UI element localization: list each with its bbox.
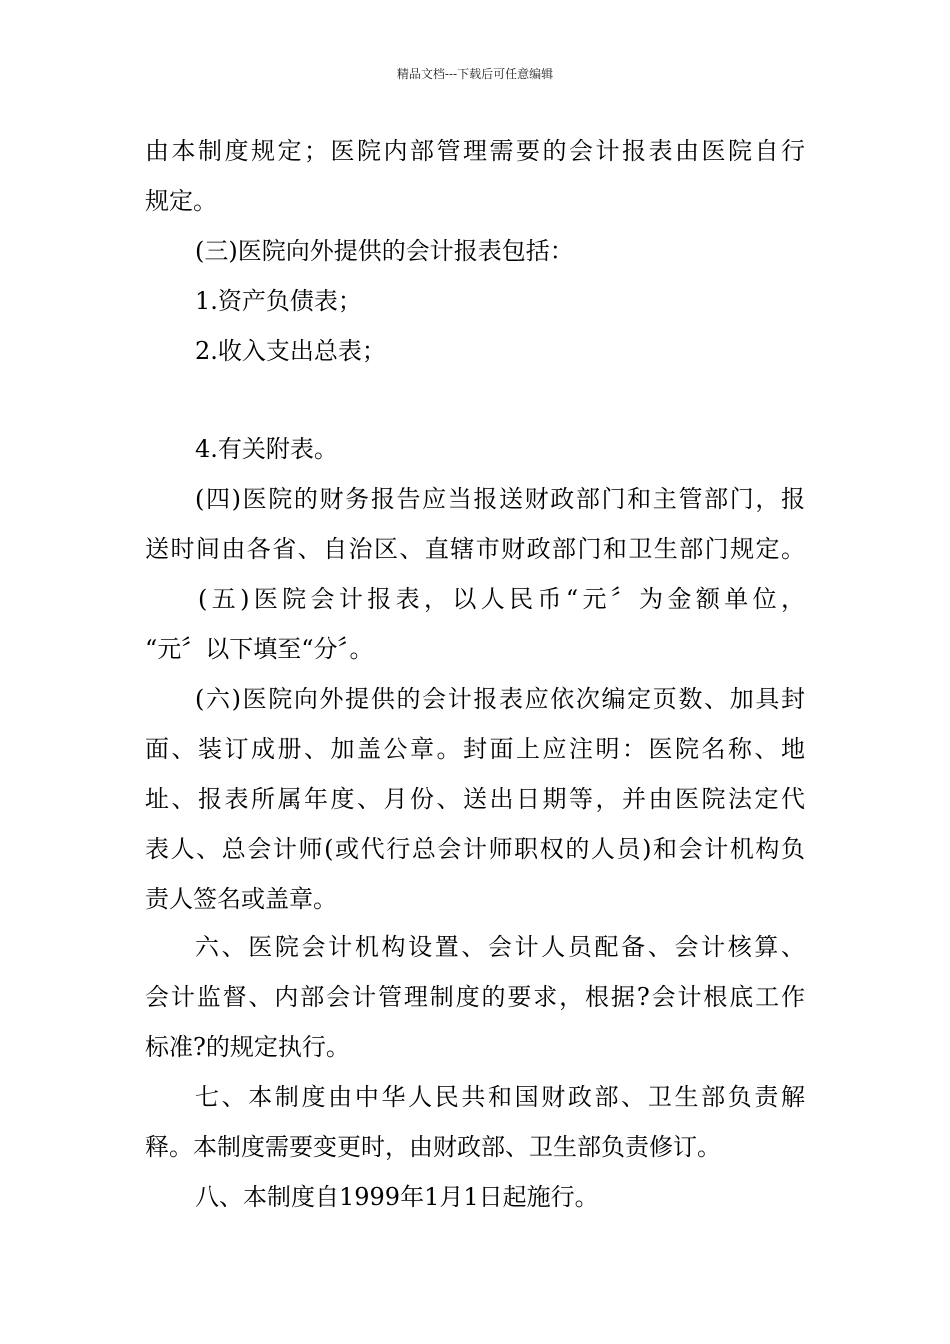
body-line: 会计监督、内部会计管理制度的要求，根据?会计根底工作: [145, 983, 805, 1011]
body-line: (五)医院会计报表，以人民币“元〞为金额单位，: [198, 585, 805, 613]
body-line: 七、本制度由中华人民共和国财政部、卫生部负责解: [195, 1083, 805, 1111]
body-line: 1.资产负债表；: [195, 287, 362, 315]
body-line: 规定。: [145, 187, 217, 215]
body-line: 责人签名或盖章。: [145, 885, 337, 913]
body-line: “元〞以下填至“分〞。: [145, 635, 374, 663]
body-line: 送时间由各省、自治区、直辖市财政部门和卫生部门规定。: [145, 535, 805, 563]
body-line: (四)医院的财务报告应当报送财政部门和主管部门，报: [195, 485, 805, 513]
page-header: 精品文档---下载后可任意编辑: [396, 67, 554, 81]
body-line: 2.收入支出总表；: [195, 337, 386, 365]
body-line: 六、医院会计机构设置、会计人员配备、会计核算、: [195, 933, 805, 961]
body-line: 面、装订成册、加盖公章。封面上应注明：医院名称、地: [145, 735, 805, 763]
body-line: 表人、总会计师(或代行总会计师职权的人员)和会计机构负: [145, 835, 805, 863]
body-line: 标准?的规定执行。: [145, 1033, 350, 1061]
body-line: 4.有关附表。: [195, 435, 338, 463]
body-line: 由本制度规定；医院内部管理需要的会计报表由医院自行: [145, 137, 805, 165]
body-line: 址、报表所属年度、月份、送出日期等，并由医院法定代: [145, 785, 805, 813]
body-line: (三)医院向外提供的会计报表包括：: [195, 237, 574, 265]
body-line: 释。本制度需要变更时，由财政部、卫生部负责修订。: [145, 1133, 721, 1161]
body-line: 八、本制度自1999年1月1日起施行。: [195, 1183, 599, 1211]
body-line: (六)医院向外提供的会计报表应依次编定页数、加具封: [195, 685, 805, 713]
